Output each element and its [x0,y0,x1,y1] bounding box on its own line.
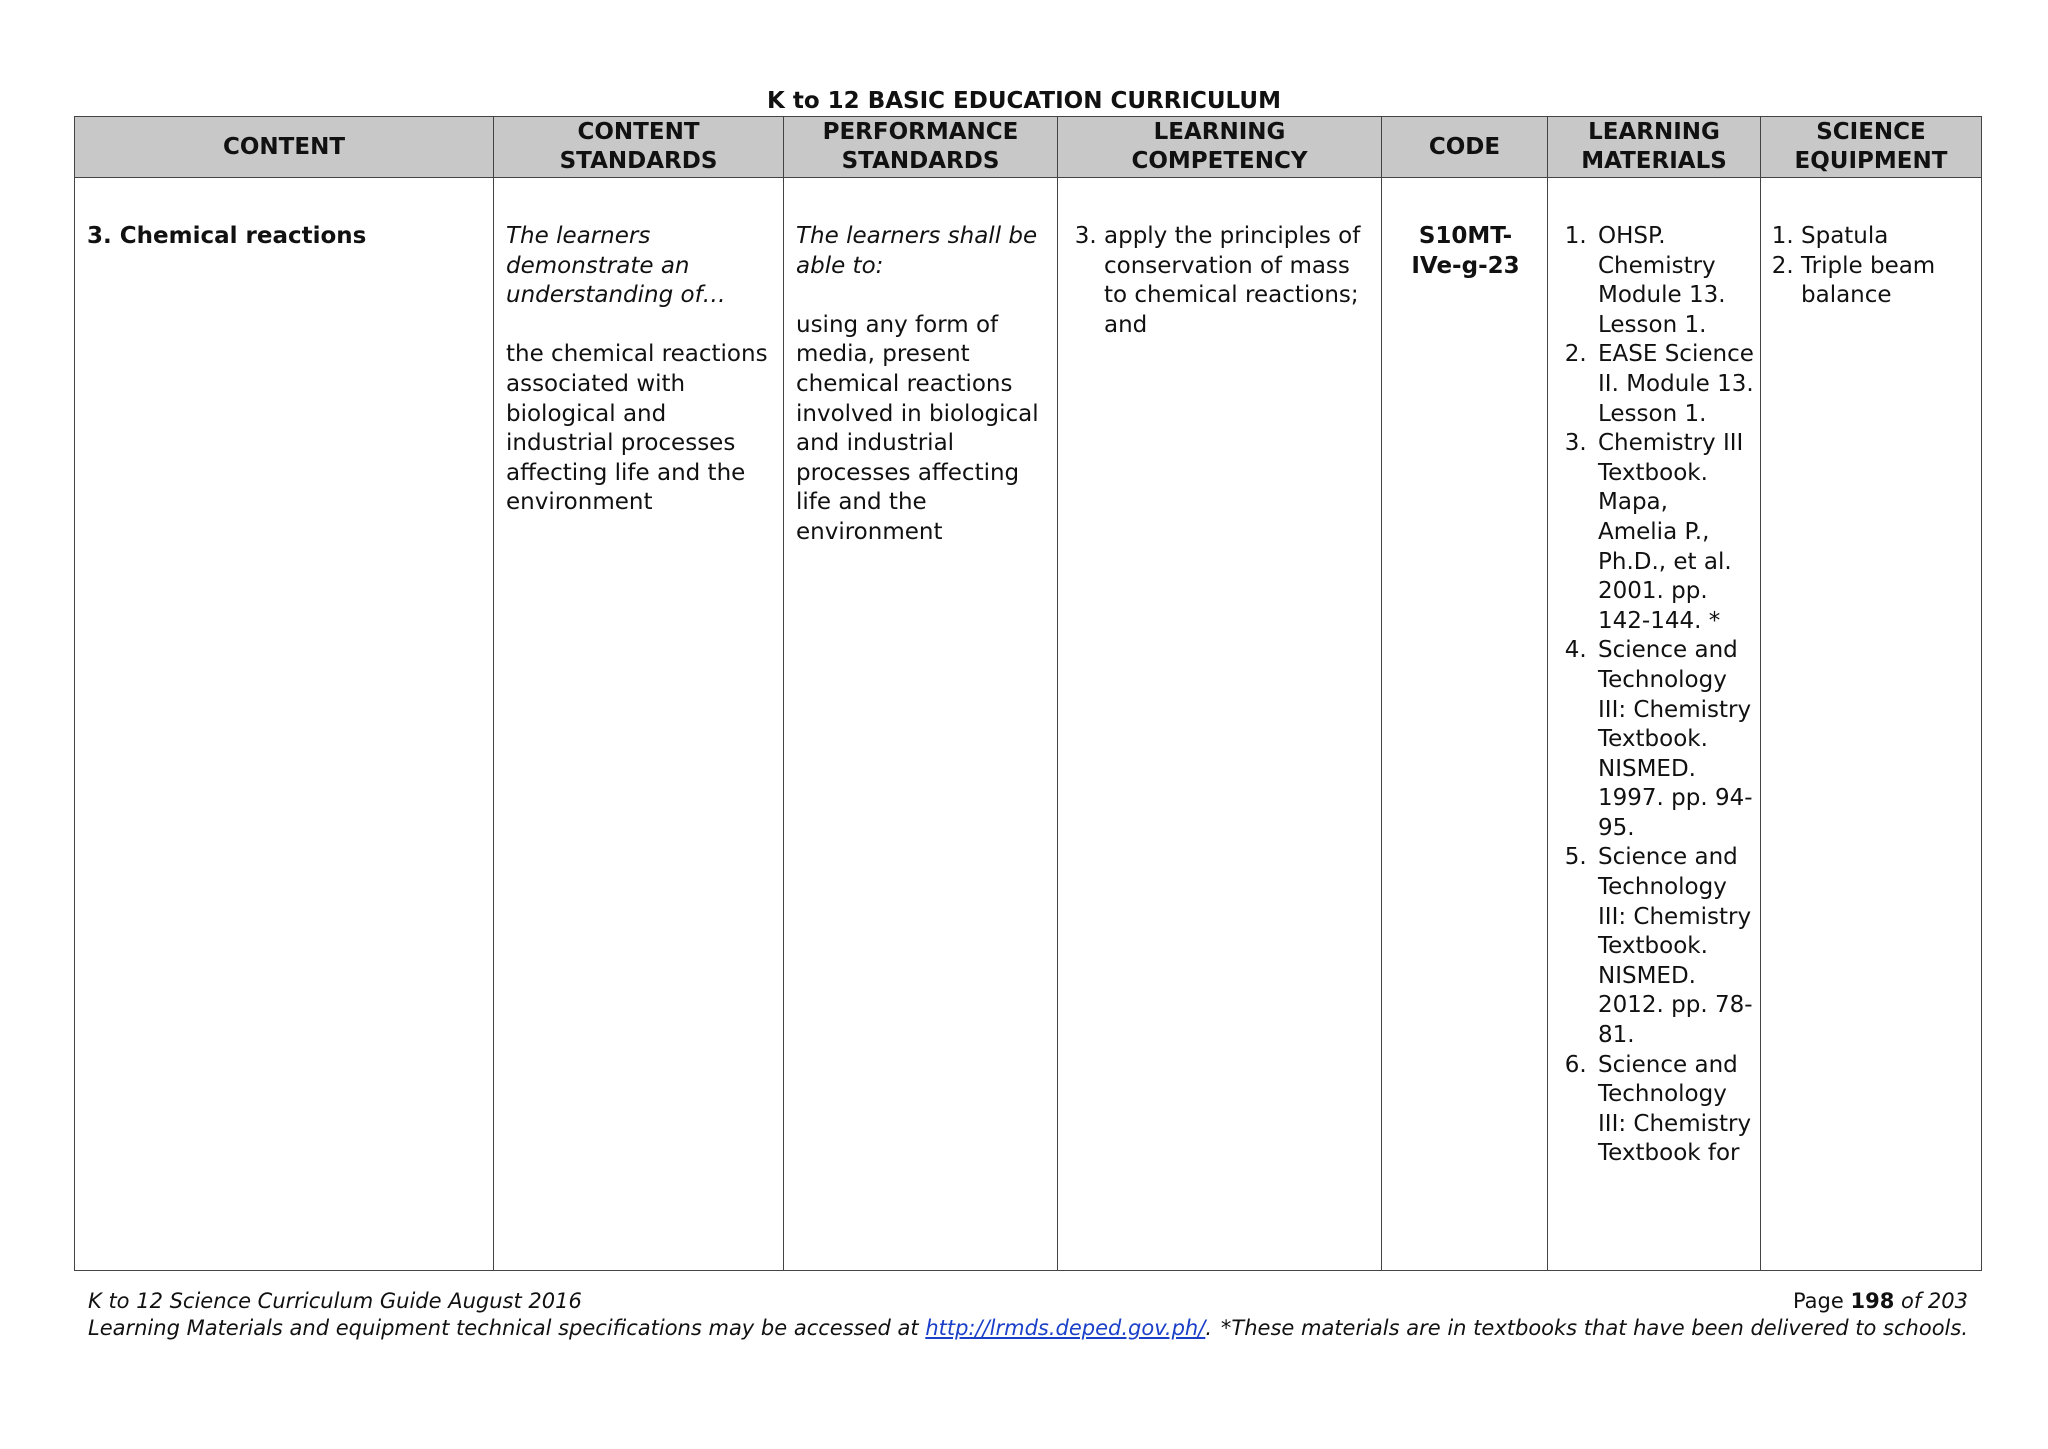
header-code: CODE [1382,117,1548,178]
list-item: 2. Triple beam balance [1801,252,1971,311]
content-standards-intro: The learners demonstrate an understanding of… [506,223,726,309]
science-equipment-cell [1761,178,1982,1271]
page-footer [88,1288,1968,1342]
learning-materials-cell [1548,178,1761,1271]
header-content-standards: CONTENT STANDARDS [494,117,784,178]
list-item: 6. Science and Technology III: Chemistry Textbook for [1594,1051,1754,1169]
document-title: K to 12 BASIC EDUCATION CURRICULUM [767,88,1281,114]
list-item: 3. Chemistry III Textbook. Mapa, Amelia P., Ph.D., et al. 2001. pp. 142-144. * [1594,429,1754,636]
header-row [75,117,1982,178]
list-item: 2. EASE Science II. Module 13. Lesson 1. [1594,340,1754,429]
guide-title: K to 12 Science Curriculum Guide August 2016 [88,1289,582,1313]
code-part: IVe-g-23 [1411,252,1520,279]
list-item: 5. Science and Technology III: Chemistry Textbook. NISMED. 2012. pp. 78-81. [1594,843,1754,1050]
header-performance-standards: PERFORMANCE STANDARDS [784,117,1058,178]
header-science-equipment: SCIENCE EQUIPMENT [1761,117,1982,178]
access-note: Learning Materials and equipment technical specifications may be accessed at http://lrmds.deped.gov.ph/. [88,1316,1212,1340]
page-number: 198 [1850,1289,1895,1313]
performance-standards-body: using any form of media, present chemical reactions involved in biological and industrial processes affecting life and the environment [796,311,1039,545]
curriculum-table [74,116,1982,1271]
performance-standards-cell [784,178,1058,1271]
content-cell: 3. Chemical reactions [75,178,494,1271]
code-cell [1382,178,1548,1271]
materials-list [1554,222,1754,1169]
list-item: 1. Spatula [1801,222,1971,252]
equipment-list [1767,222,1971,311]
list-item: 3. apply the principles of conservation of mass to chemical reactions; and [1104,222,1371,340]
header-content: CONTENT [75,117,494,178]
header-learning-competency: LEARNING COMPETENCY [1058,117,1382,178]
content-standards-body: the chemical reactions associated with biological and industrial processes affecting life and the environment [506,341,768,516]
delivery-note: *These materials are in textbooks that have been delivered to schools. [1220,1316,1968,1340]
lrmds-link[interactable]: http://lrmds.deped.gov.ph/ [925,1316,1206,1340]
performance-standards-intro: The learners shall be able to: [796,223,1038,279]
header-learning-materials: LEARNING MATERIALS [1548,117,1761,178]
code-part: S10MT- [1418,223,1513,249]
list-item: 4. Science and Technology III: Chemistry Textbook. NISMED. 1997. pp. 94-95. [1594,636,1754,843]
list-item: 1. OHSP. Chemistry Module 13. Lesson 1. [1594,222,1754,340]
page-indicator: Page 198 of 203 [1792,1289,1968,1313]
table-row [75,178,1982,1271]
learning-competency-cell [1058,178,1382,1271]
content-standards-cell [494,178,784,1271]
competency-list [1064,222,1371,340]
